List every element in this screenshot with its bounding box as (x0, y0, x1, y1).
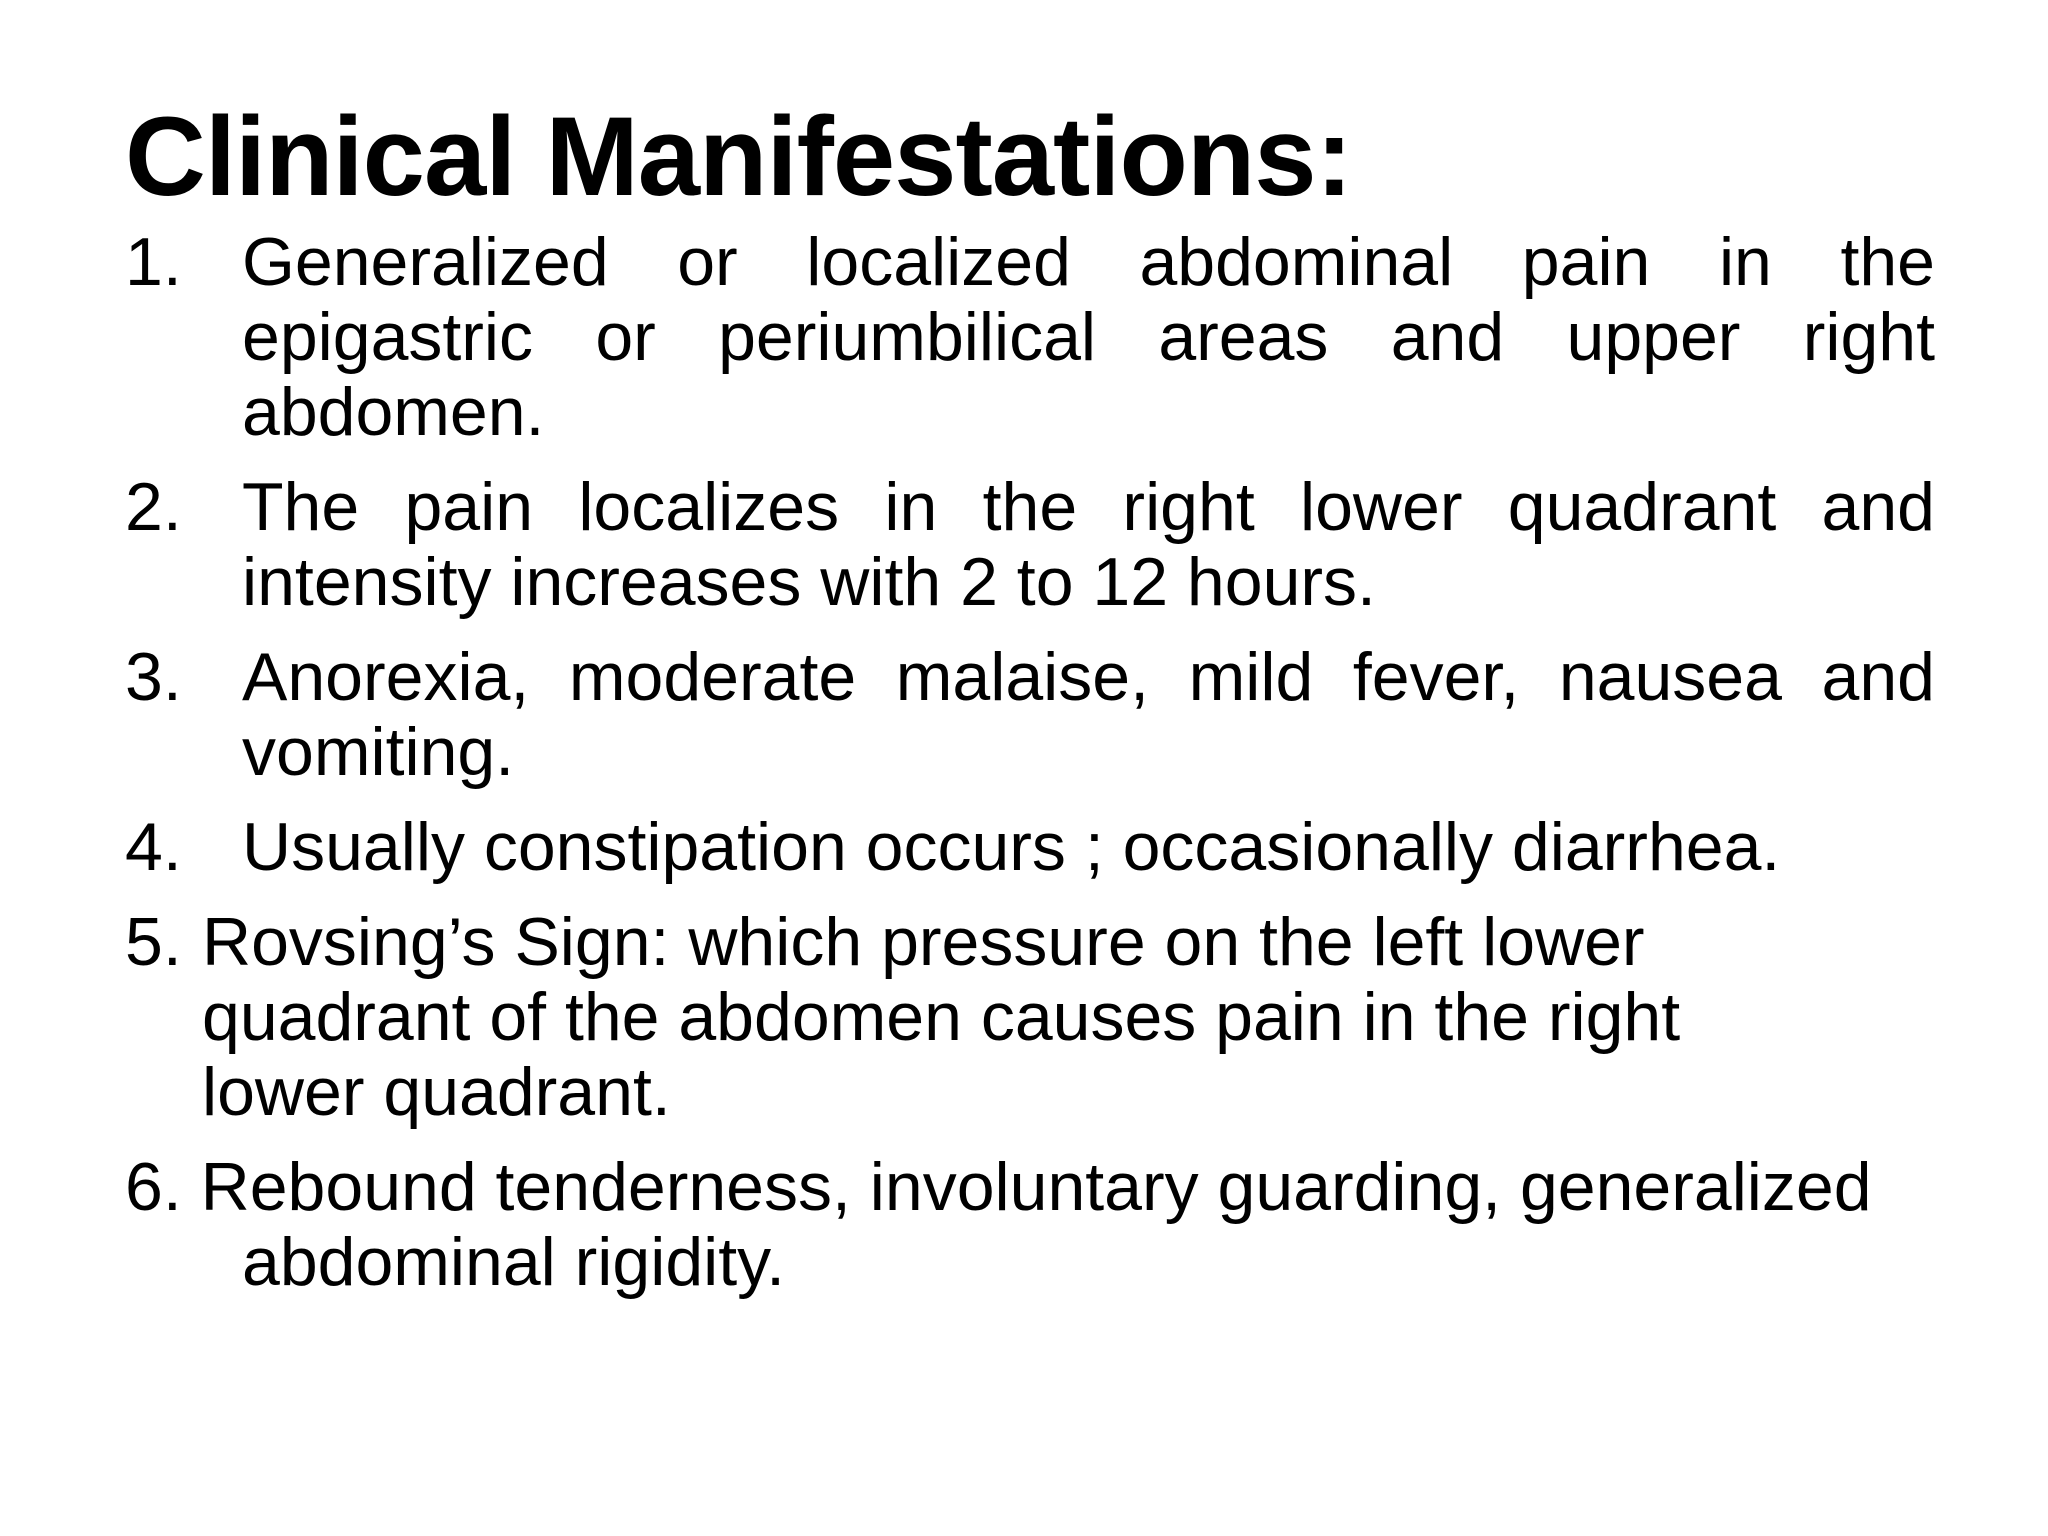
list-item-number: 3. (125, 639, 182, 715)
list-item (125, 905, 1842, 1130)
list-item-number: 2. (125, 469, 182, 545)
list-item-number: 5. (125, 904, 182, 980)
list-item-number: 4. (125, 809, 182, 885)
list-item-text: Rebound tenderness, involuntary guarding, generalized (200, 1149, 1872, 1225)
list-item-text: Generalized or localized abdominal pain in the epigastric or periumbilical areas and upper right abdomen. (242, 224, 1935, 450)
list-item (125, 810, 1935, 885)
slide-title: Clinical Manifestations: (125, 94, 1352, 219)
list-item-text: Rovsing’s Sign: which pressure on the left lower quadrant of the abdomen causes pain in the right lower quadrant. (202, 904, 1681, 1130)
list-item-text: Anorexia, moderate malaise, mild fever, nausea and vomiting. (242, 639, 1935, 790)
list-item-first-line (125, 1150, 1935, 1225)
list-item (125, 640, 1935, 790)
list-item (125, 470, 1935, 620)
list-item (125, 225, 1935, 450)
list-item-text-continued: abdominal rigidity. (242, 1224, 786, 1300)
list-item-text: The pain localizes in the right lower quadrant and intensity increases with 2 to 12 hours. (242, 469, 1935, 620)
list-item-continuation (125, 1225, 1935, 1300)
list-item-number: 1. (125, 224, 182, 300)
list-item-number: 6. (125, 1149, 182, 1225)
list-item (125, 1150, 1935, 1300)
list-item-text: Usually constipation occurs ; occasionally diarrhea. (242, 809, 1781, 885)
manifestations-list (125, 225, 1935, 1320)
